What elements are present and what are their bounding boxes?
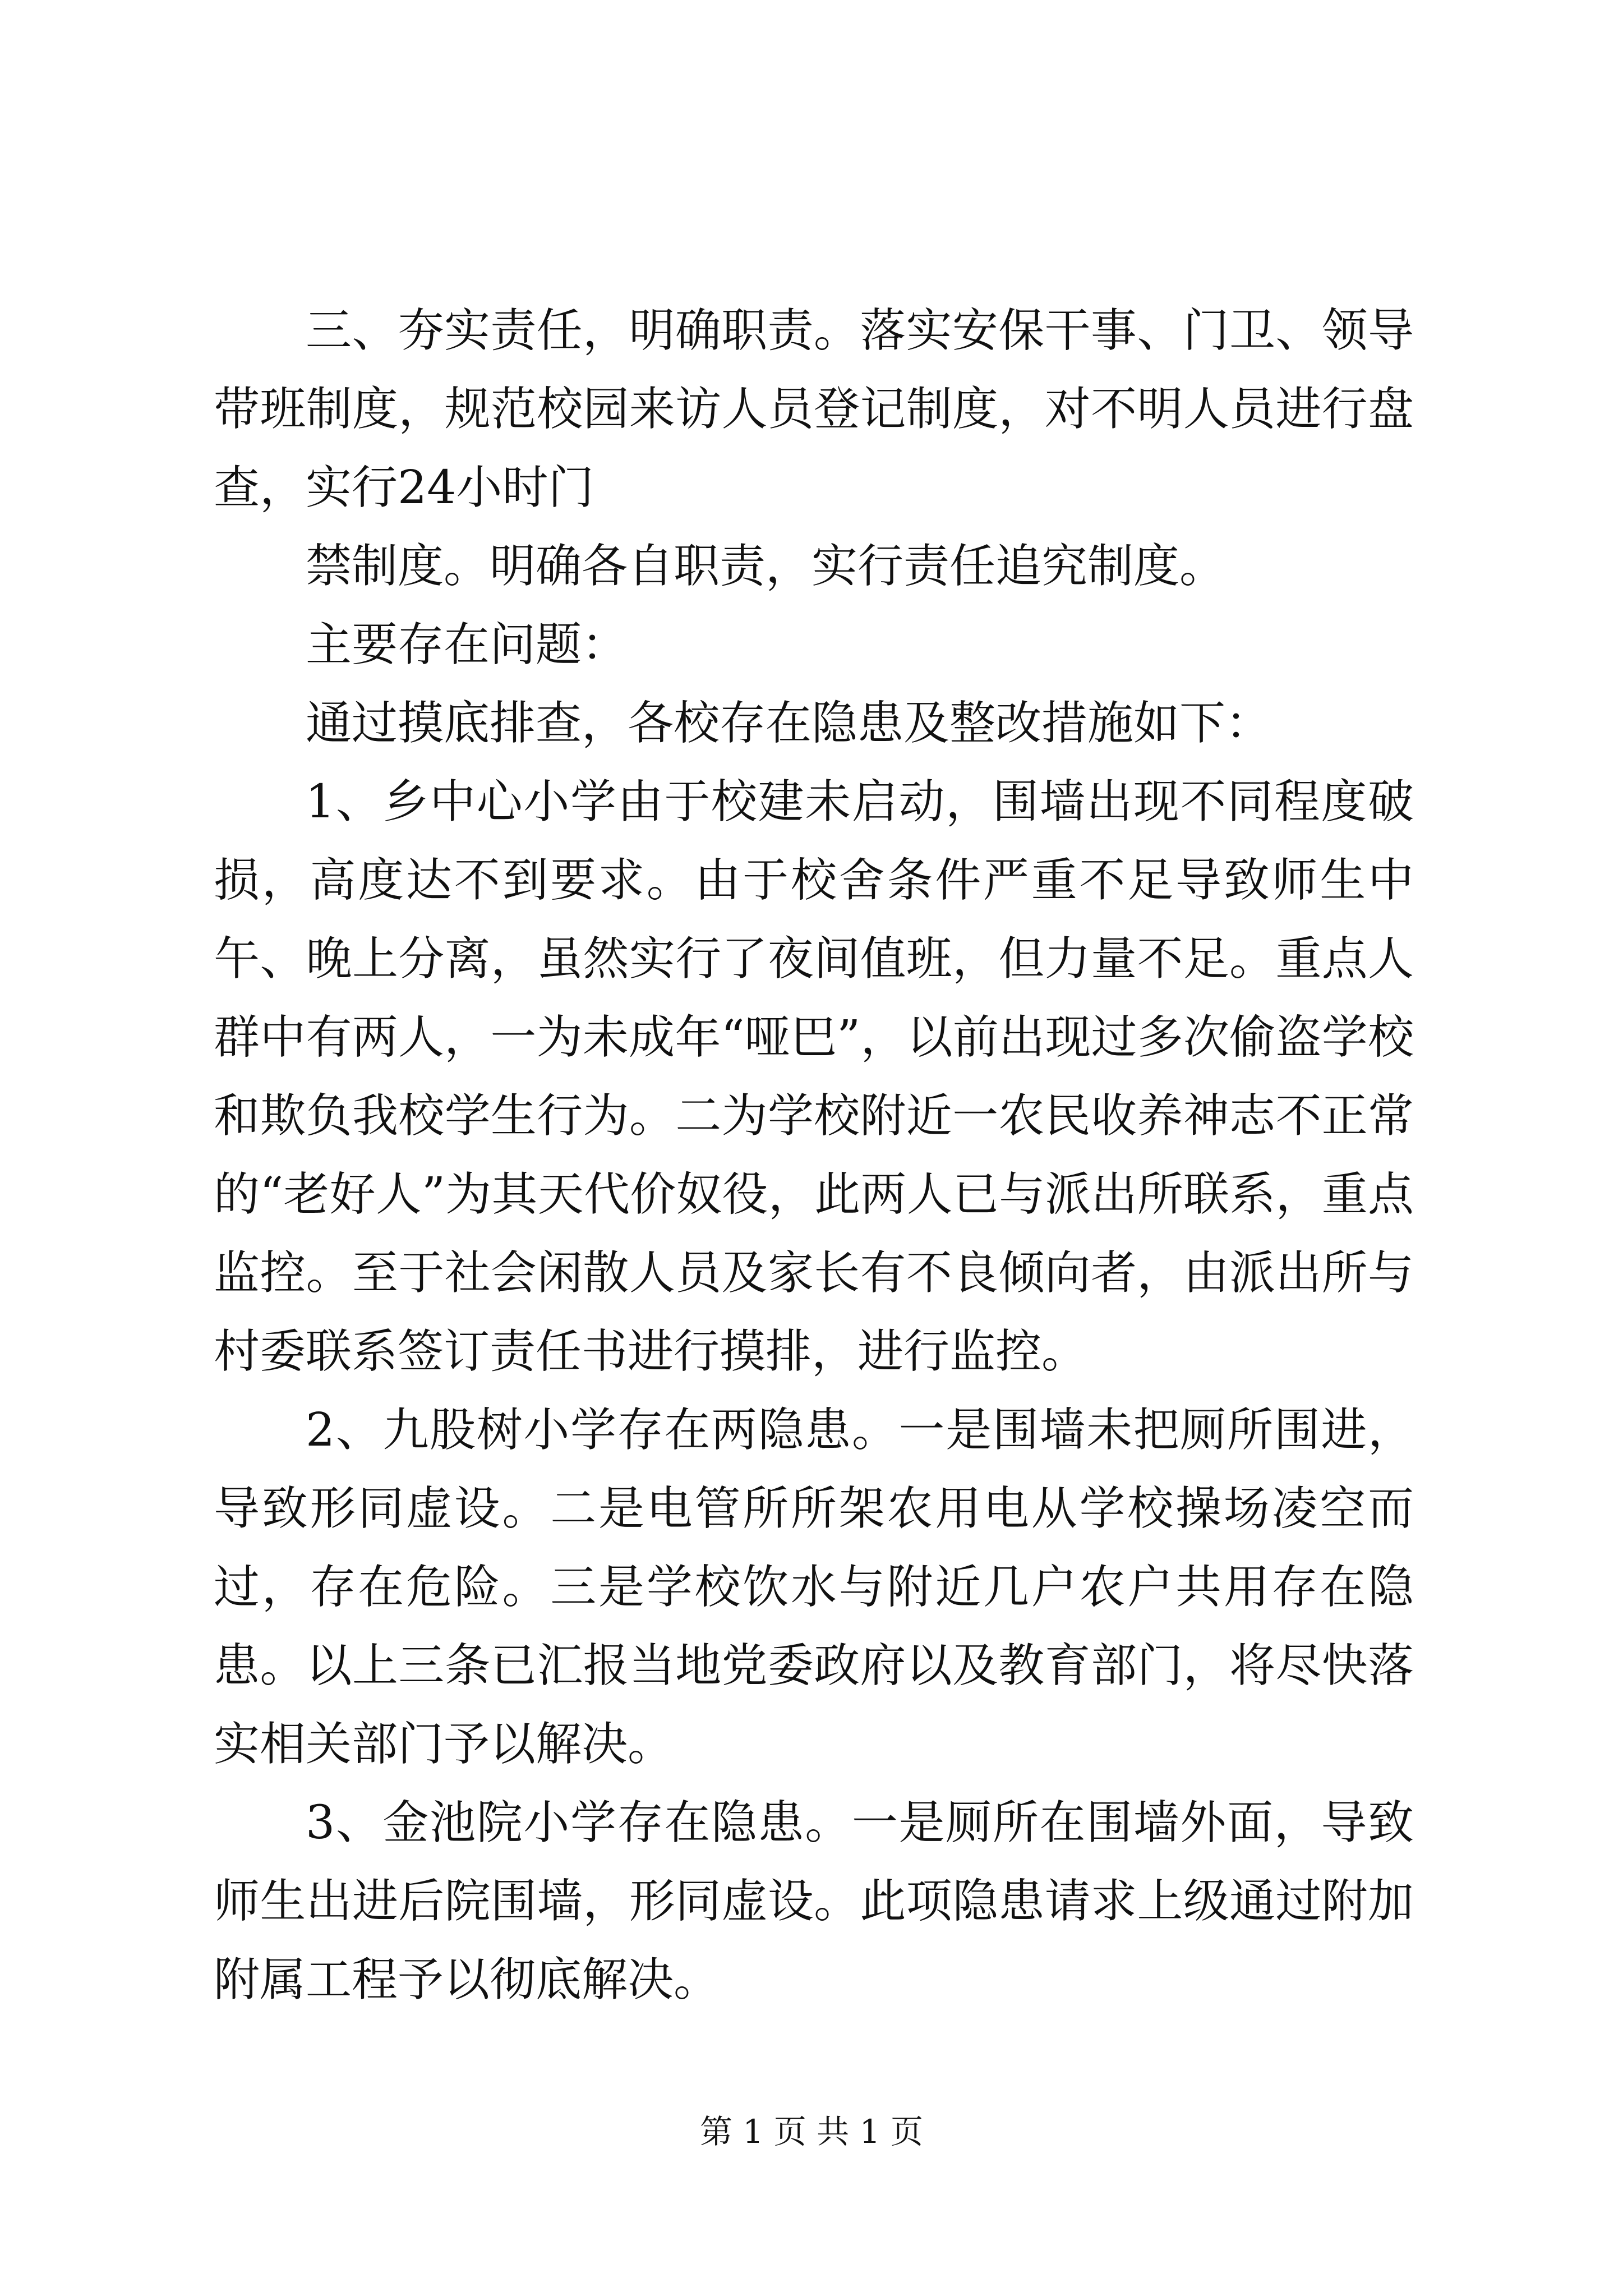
- paragraph-access-control: 禁制度。明确各自职责，实行责任追究制度。: [306, 540, 1226, 593]
- page-number-footer: 第 1 页 共 1 页: [700, 2113, 923, 2151]
- paragraph-responsibility: 三、夯实责任，明确职责。落实安保干事、门卫、领导带班制度，规范校园来访人员登记制度，对不明人员进行盘查，实行24小时门: [214, 304, 1414, 514]
- paragraph-main-issues-heading: 主要存在问题：: [306, 618, 628, 671]
- document-body: [214, 292, 1414, 2019]
- paragraph-item-2: 2、九股树小学存在两隐患。一是围墙未把厕所围进，导致形同虚设。二是电管所所架农用电从学校操场凌空而过，存在危险。三是学校饮水与附近几户农户共用存在隐患。以上三条已汇报当地党委政府以及教育部门，将尽快落实相关部门予以解决。: [214, 1404, 1414, 1771]
- paragraph-survey-intro: 通过摸底排查，各校存在隐患及整改措施如下：: [306, 697, 1272, 750]
- paragraph-item-3: 3、金池院小学存在隐患。一是厕所在围墙外面，导致师生出进后院围墙，形同虚设。此项隐患请求上级通过附加附属工程予以彻底解决。: [214, 1796, 1414, 2007]
- paragraph-item-1: 1、乡中心小学由于校建未启动，围墙出现不同程度破损，高度达不到要求。由于校舍条件严重不足导致师生中午、晚上分离，虽然实行了夜间值班，但力量不足。重点人群中有两人，一为未成年“哑巴”，以前出现过多次偷盗学校和欺负我校学生行为。二为学校附近一农民收养神志不正常的“老好人”为其天代价奴役，此两人已与派出所联系，重点监控。至于社会闲散人员及家长有不良倾向者，由派出所与村委联系签订责任书进行摸排，进行监控。: [214, 775, 1414, 1378]
